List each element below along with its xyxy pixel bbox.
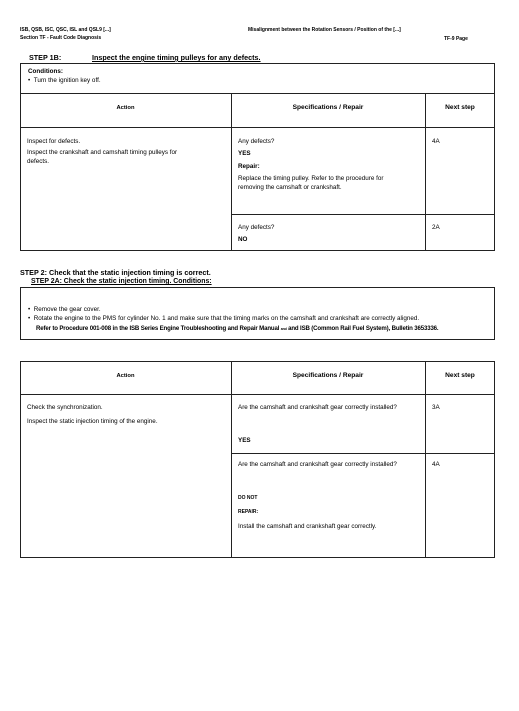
step2-repair-text: Install the camshaft and crankshaft gear correctly. (238, 523, 377, 530)
step1b-spec-row2 (238, 224, 423, 245)
table-divider (231, 93, 232, 251)
col-header-action: Action (116, 373, 135, 379)
table-divider (231, 453, 495, 454)
spec-answer: NO (238, 236, 248, 244)
header-center-title: Misalignment between the Rotation Sensors / Position of the [...] (248, 27, 401, 33)
spec-answer: YES (238, 150, 251, 158)
bullet-icon: • (28, 77, 34, 84)
bullet-icon: • (28, 315, 34, 322)
step1b-next-row2: 2A (432, 224, 440, 231)
step2-next-row2: 4A (432, 461, 440, 468)
step2-spec-row2-answer: DO NOT (238, 495, 258, 501)
table-divider (231, 361, 232, 558)
step2-bullet-1 (28, 306, 101, 314)
step2-spec-row1-question: Are the camshaft and crankshaft gear correctly installed? (238, 404, 397, 411)
step1b-condition-item (28, 77, 101, 85)
step1b-conditions-label: Conditions: (28, 68, 63, 75)
table-divider (231, 214, 495, 215)
action-line: Inspect the static injection timing of the engine. (27, 418, 158, 426)
repair-line: removing the camshaft or crankshaft. (238, 183, 342, 191)
step2-next-row1: 3A (432, 404, 440, 411)
col-header-spec: Specifications / Repair (292, 372, 364, 379)
col-header-action: Action (116, 105, 135, 111)
action-line: Inspect the crankshaft and camshaft timing pulleys for (27, 149, 178, 157)
step2-spec-row2-question: Are the camshaft and crankshaft gear correctly installed? (238, 461, 397, 468)
bullet-text: Remove the gear cover. (33, 306, 101, 313)
col-header-next: Next step (445, 372, 475, 379)
reference-and: and (280, 327, 287, 331)
spec-question: Any defects? (238, 138, 275, 145)
header-models: ISB, QSB, ISC, QSC, ISL and QSL9 [...] (20, 27, 111, 33)
step2-bullet-2 (28, 315, 419, 323)
table-divider (425, 93, 426, 251)
table-divider (425, 361, 426, 558)
step2-repair-label: REPAIR: (238, 509, 259, 515)
table-divider (20, 394, 495, 395)
step2-action-cell (27, 404, 227, 427)
step2-spec-row1-answer: YES (238, 437, 251, 444)
step1b-action-cell (27, 138, 227, 166)
step2-reference (36, 325, 438, 332)
header-section: Section TF - Fault Code Diagnosis (20, 35, 102, 41)
step2a-subtitle: STEP 2A: Check the static injection timing. Conditions: (31, 278, 212, 285)
col-header-next: Next step (445, 104, 475, 111)
reference-text-b: and ISB (Common Rail Fuel System), Bulletin 3653336. (288, 325, 439, 332)
header-page-number: TF-9 Page (444, 36, 468, 42)
table-divider (20, 127, 495, 128)
bullet-text: Rotate the engine to the PMS for cylinder No. 1 and make sure that the timing marks on the camshaft and crankshaft are correctly aligned. (33, 315, 420, 322)
col-header-spec: Specifications / Repair (292, 104, 364, 111)
step1b-title: Inspect the engine timing pulleys for any defects. (92, 53, 261, 62)
bullet-icon: • (28, 306, 34, 313)
spec-question: Any defects? (238, 224, 275, 231)
action-line: Inspect for defects. (27, 138, 81, 145)
step1b-spec-row1 (238, 138, 423, 192)
step2-title: STEP 2: Check that the static injection timing is correct. (20, 268, 211, 277)
condition-text: Turn the ignition key off. (33, 77, 101, 84)
step1b-label: STEP 1B: (29, 53, 62, 62)
repair-label: Repair: (238, 162, 260, 170)
reference-text-a: Refer to Procedure 001-008 in the ISB Series Engine Troubleshooting and Repair Manual (36, 325, 280, 332)
action-line: Check the synchronization. (27, 404, 103, 411)
step1b-next-row1: 4A (432, 138, 440, 145)
repair-line: Replace the timing pulley. Refer to the procedure for (238, 175, 384, 183)
action-line: defects. (27, 157, 50, 165)
